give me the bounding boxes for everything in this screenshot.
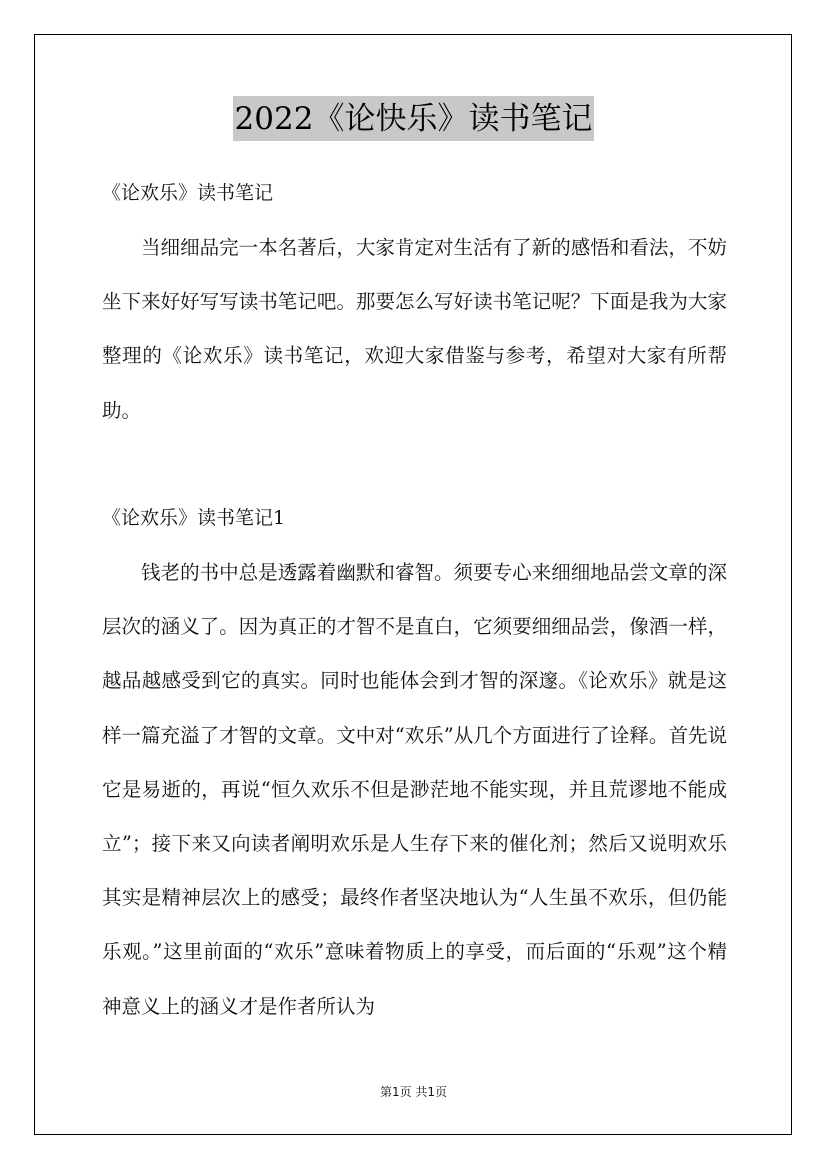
section-paragraph: 钱老的书中总是透露着幽默和睿智。须要专心来细细地品尝文章的深层次的涵义了。因为真正的才智不是直白，它须要细细品尝，像酒一样，越品越感受到它的真实。同时也能体会到才智的深邃。《论欢乐》就是这样一篇充溢了才智的文章。文中对“欢乐”从几个方面进行了诠释。首先说它是易逝的，再说“恒久欢乐不但是渺茫地不能实现，并且荒谬地不能成立”；接下来又向读者阐明欢乐是人生存下来的催化剂；然后又说明欢乐其实是精神层次上的感受；最终作者坚决地认为“人生虽不欢乐，但仍能乐观。”这里前面的“欢乐”意味着物质上的享受，而后面的“乐观”这个精神意义上的涵义才是作者所认为 — [102, 561, 727, 1018]
document-subtitle: 《论欢乐》读书笔记 — [102, 182, 274, 204]
document-title: 2022《论快乐》读书笔记 — [233, 96, 595, 141]
page-footer: 第1页 共1页 — [379, 1085, 448, 1099]
title-container — [0, 96, 827, 141]
section-heading: 《论欢乐》读书笔记1 — [102, 507, 286, 529]
intro-paragraph: 当细细品完一本名著后，大家肯定对生活有了新的感悟和看法，不妨坐下来好好写写读书笔记吧。那要怎么写好读书笔记呢？下面是我为大家整理的《论欢乐》读书笔记，欢迎大家借鉴与参考，希望对大家有所帮助。 — [102, 236, 727, 422]
